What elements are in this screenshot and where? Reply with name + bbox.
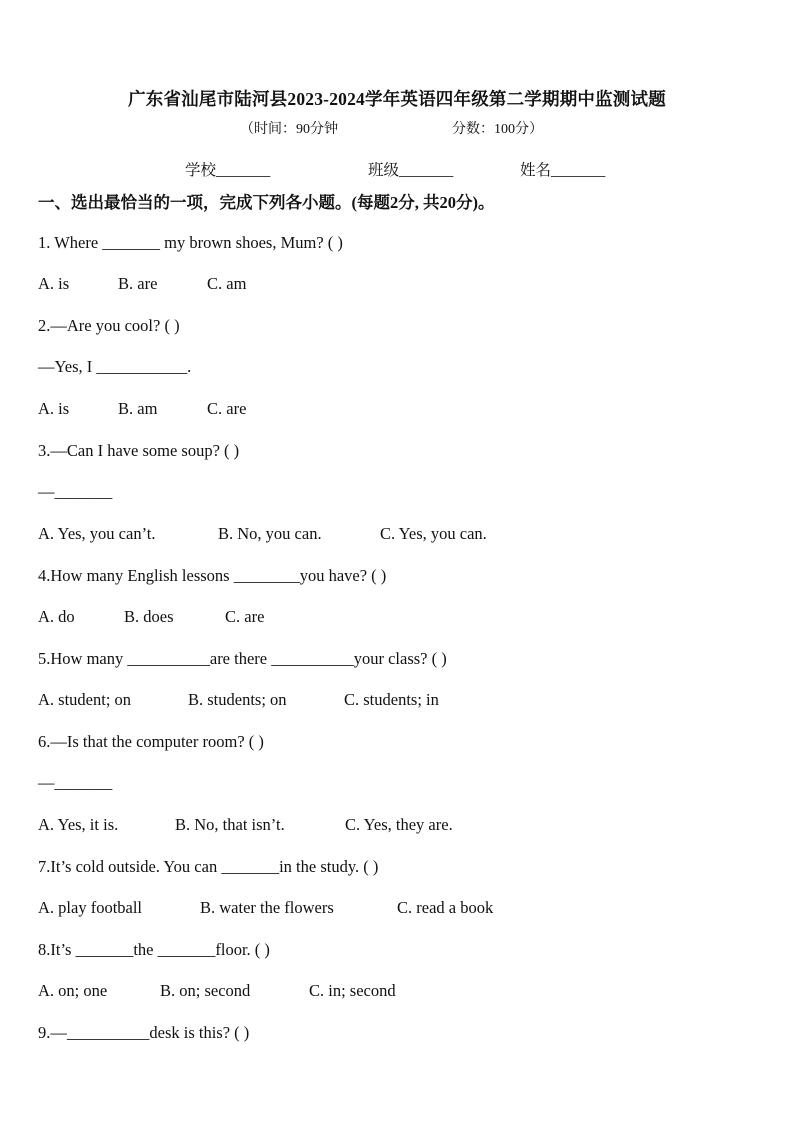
question-stem: 3.—Can I have some soup? ( )	[38, 441, 240, 460]
school-field: 学校_______	[185, 162, 271, 179]
option-b: B. are	[118, 274, 158, 293]
option-b: B. does	[124, 607, 174, 626]
section-heading: 一、选出最恰当的一项，完成下列各小题。(每题2分, 共20分)。	[38, 193, 495, 212]
page-title: 广东省汕尾市陆河县2023-2024学年英语四年级第二学期期中监测试题	[128, 89, 666, 109]
option-b: B. No, you can.	[218, 524, 322, 543]
option-b: B. water the flowers	[200, 898, 334, 917]
class-field: 班级_______	[368, 162, 454, 179]
option-b: B. on; second	[160, 981, 251, 1000]
option-c: C. in; second	[309, 981, 396, 1000]
option-b: B. am	[118, 399, 158, 418]
question-stem: 6.—Is that the computer room? ( )	[38, 732, 264, 751]
option-c: C. students; in	[344, 690, 439, 709]
option-b: B. students; on	[188, 690, 287, 709]
question-stem: 8.It’s _______the _______floor. ( )	[38, 940, 270, 959]
name-field: 姓名_______	[520, 162, 606, 179]
option-c: C. read a book	[397, 898, 494, 917]
option-c: C. am	[207, 274, 247, 293]
option-c: C. are	[225, 607, 265, 626]
option-a: A. Yes, you can’t.	[38, 524, 156, 543]
option-b: B. No, that isn’t.	[175, 815, 285, 834]
question-answer-line: —Yes, I ___________.	[38, 357, 192, 376]
question-stem: 2.—Are you cool? ( )	[38, 316, 180, 335]
option-a: A. is	[38, 399, 70, 418]
question-stem: 1. Where _______ my brown shoes, Mum? ( )	[38, 233, 343, 252]
option-a: A. play football	[38, 898, 143, 917]
exam-time: （时间：90分钟	[240, 122, 338, 137]
question-answer-line: —_______	[38, 482, 113, 501]
question-stem: 7.It’s cold outside. You can _______in the study. ( )	[38, 857, 379, 876]
option-a: A. is	[38, 274, 70, 293]
option-c: C. Yes, they are.	[345, 815, 453, 834]
option-c: C. Yes, you can.	[380, 524, 487, 543]
question-stem: 9.—__________desk is this? ( )	[38, 1023, 250, 1042]
question-answer-line: —_______	[38, 773, 113, 792]
option-a: A. on; one	[38, 981, 108, 1000]
option-a: A. Yes, it is.	[38, 815, 119, 834]
option-c: C. are	[207, 399, 247, 418]
exam-score: 分数：100分）	[452, 122, 543, 137]
option-a: A. do	[38, 607, 75, 626]
question-stem: 5.How many __________are there __________your class? ( )	[38, 649, 447, 668]
option-a: A. student; on	[38, 690, 132, 709]
question-stem: 4.How many English lessons ________you have? ( )	[38, 566, 387, 585]
